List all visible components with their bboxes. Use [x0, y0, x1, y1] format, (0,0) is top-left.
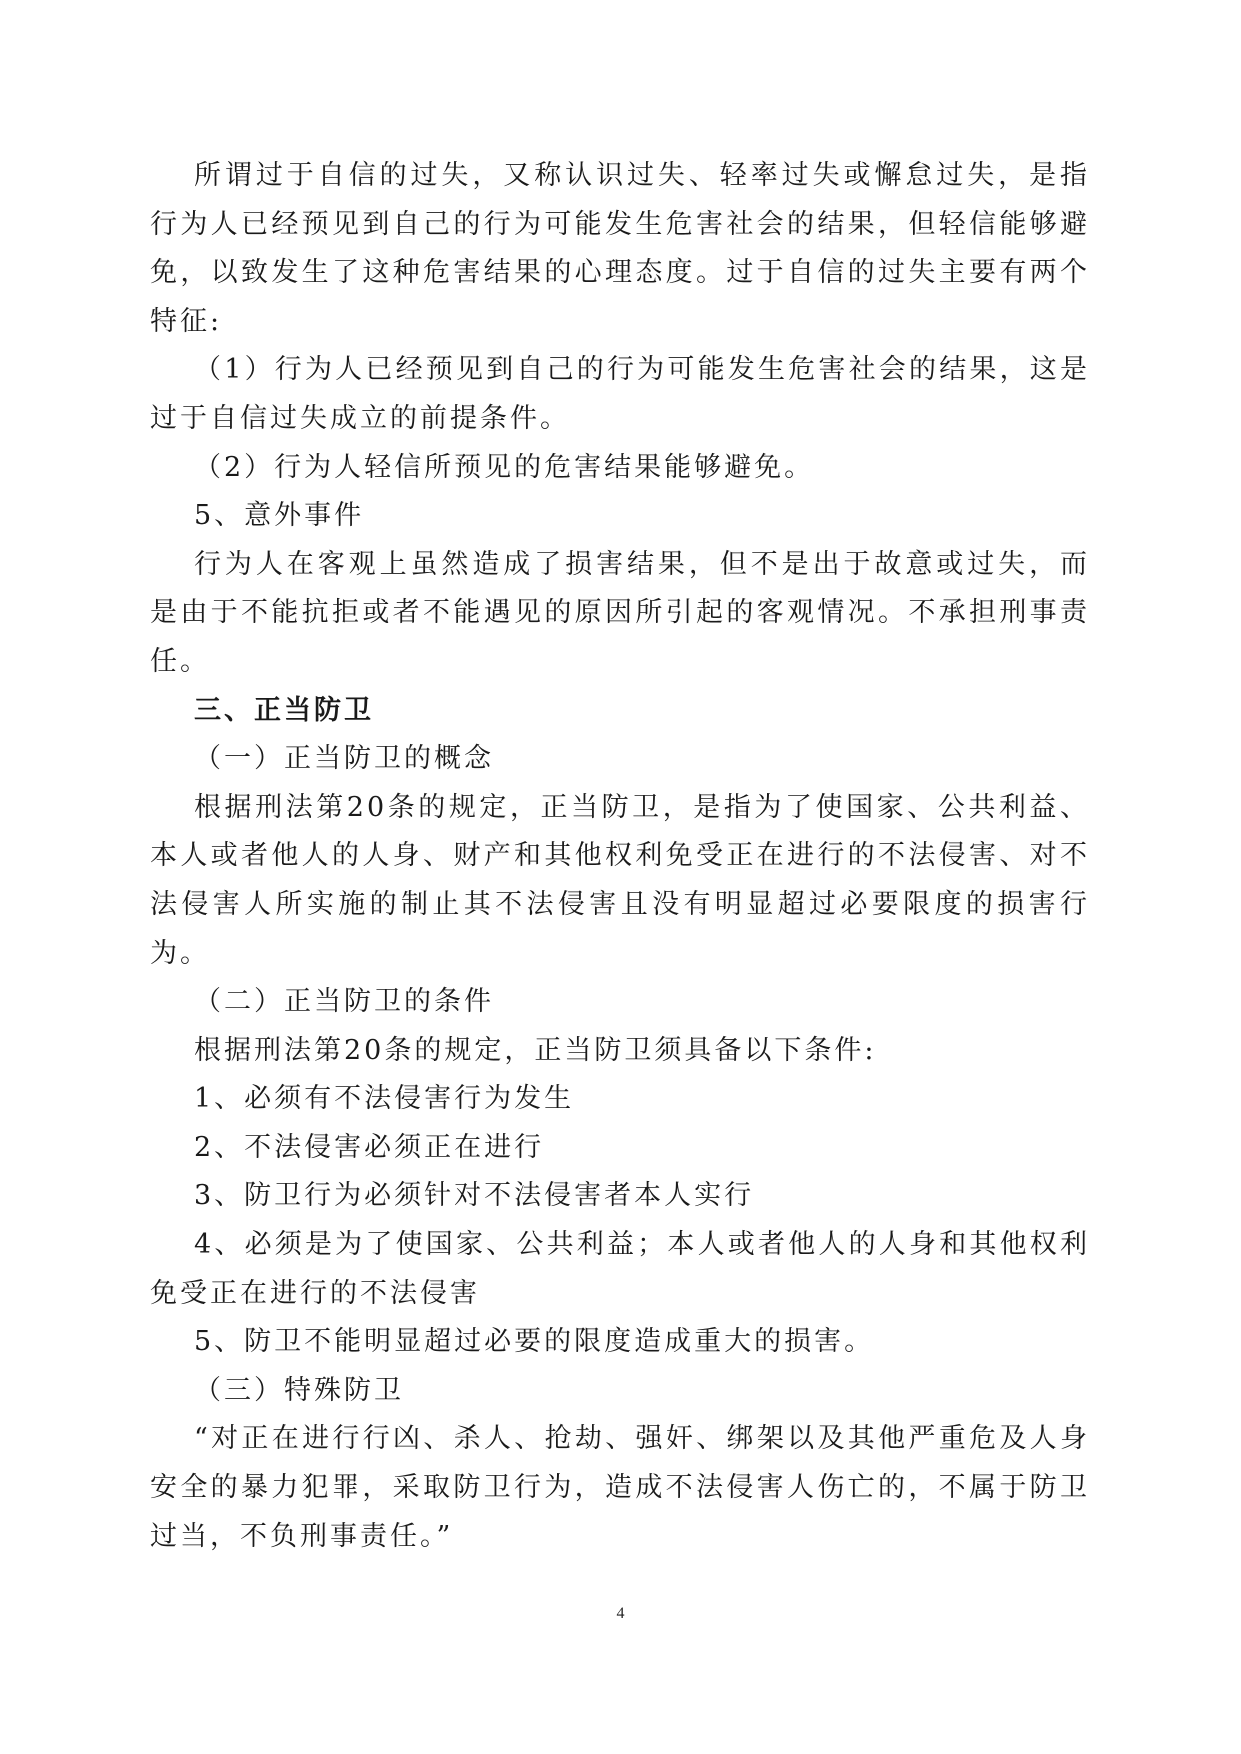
list-item-condition-4: 4、必须是为了使国家、公共利益；本人或者他人的人身和其他权利免受正在进行的不法侵害: [150, 1229, 1090, 1309]
list-item-condition-5: 5、防卫不能明显超过必要的限度造成重大的损害。: [194, 1326, 875, 1358]
list-item-condition-3: 3、防卫行为必须针对不法侵害者本人实行: [194, 1180, 755, 1212]
paragraph-accident-definition: 行为人在客观上虽然造成了损害结果，但不是出于故意或过失，而是由于不能抗拒或者不能遇见的原因所引起的客观情况。不承担刑事责任。: [150, 548, 1090, 677]
subheading-concept: （一）正当防卫的概念: [194, 743, 494, 775]
paragraph-conditions-intro: 根据刑法第20条的规定，正当防卫须具备以下条件:: [194, 1034, 877, 1066]
paragraph-feature-2: （2）行为人轻信所预见的危害结果能够避免。: [194, 451, 815, 483]
document-body: [150, 152, 1090, 1561]
subheading-special-defense: （三）特殊防卫: [194, 1374, 404, 1406]
paragraph-special-defense-quote: “对正在进行行凶、杀人、抢劫、强奸、绑架以及其他严重危及人身安全的暴力犯罪，采取防卫行为，造成不法侵害人伤亡的，不属于防卫过当，不负刑事责任。”: [150, 1423, 1090, 1552]
paragraph-overconfidence-definition: 所谓过于自信的过失，又称认识过失、轻率过失或懈怠过失，是指行为人已经预见到自己的行为可能发生危害社会的结果，但轻信能够避免，以致发生了这种危害结果的心理态度。过于自信的过失主要有两个特征:: [150, 160, 1090, 337]
page-number: 4: [616, 1605, 625, 1622]
section-heading-self-defense: 三、正当防卫: [194, 694, 374, 726]
paragraph-feature-1: （1）行为人已经预见到自己的行为可能发生危害社会的结果，这是过于自信过失成立的前提条件。: [150, 354, 1090, 434]
list-item-condition-1: 1、必须有不法侵害行为发生: [194, 1083, 575, 1115]
subheading-conditions: （二）正当防卫的条件: [194, 986, 494, 1018]
list-item-condition-2: 2、不法侵害必须正在进行: [194, 1131, 545, 1163]
paragraph-concept-definition: 根据刑法第20条的规定，正当防卫，是指为了使国家、公共利益、本人或者他人的人身、财产和其他权利免受正在进行的不法侵害、对不法侵害人所实施的制止其不法侵害且没有明显超过必要限度的损害行为。: [150, 791, 1090, 969]
subheading-accident: 5、意外事件: [194, 500, 365, 532]
